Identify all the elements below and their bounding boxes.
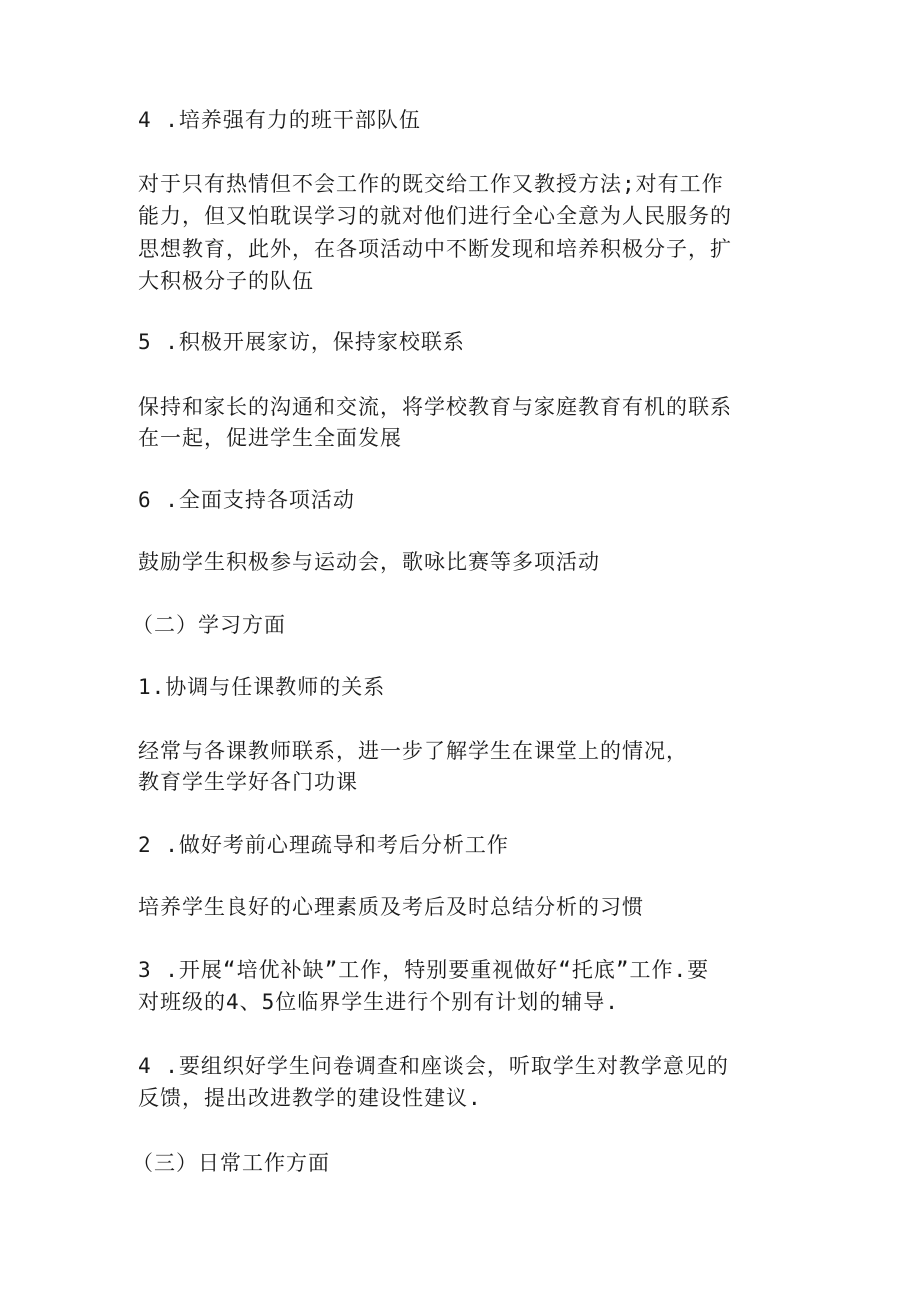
heading-2-exam-counseling: 2 .做好考前心理疏导和考后分析工作: [138, 833, 509, 857]
section-heading-daily-work: （三）日常工作方面: [132, 1151, 330, 1175]
heading-5-home-visits: 5 .积极开展家访，保持家校联系: [138, 330, 465, 354]
heading-1-coordinate-teachers: 1.协调与任课教师的关系: [138, 675, 386, 699]
paragraph-line: 能力，但又怕耽误学习的就对他们进行全心全意为人民服务的: [138, 204, 732, 228]
paragraph-line: 保持和家长的沟通和交流，将学校教育与家庭教育有机的联系: [138, 395, 732, 419]
paragraph-line: 大积极分子的队伍: [138, 269, 314, 293]
paragraph-line: 反馈，提出改进教学的建设性建议.: [138, 1086, 482, 1110]
paragraph-line: 对班级的4、5位临界学生进行个别有计划的辅导.: [138, 990, 619, 1014]
paragraph-line: 鼓励学生积极参与运动会，歌咏比赛等多项活动: [138, 550, 600, 574]
paragraph-line: 对于只有热情但不会工作的既交给工作又教授方法;对有工作: [138, 172, 724, 196]
heading-3-tutoring: 3 .开展“培优补缺”工作，特别要重视做好“托底”工作.要: [138, 958, 710, 982]
section-heading-learning: （二）学习方面: [132, 613, 286, 637]
heading-6-activities: 6 .全面支持各项活动: [138, 488, 355, 512]
paragraph-line: 思想教育，此外，在各项活动中不断发现和培养积极分子，扩: [138, 237, 732, 261]
paragraph-line: 教育学生学好各门功课: [138, 770, 358, 794]
paragraph-line: 培养学生良好的心理素质及考后及时总结分析的习惯: [138, 895, 644, 919]
heading-4-class-cadres: 4 .培养强有力的班干部队伍: [138, 108, 421, 132]
heading-4-survey: 4 .要组织好学生问卷调查和座谈会，听取学生对教学意见的: [138, 1054, 729, 1078]
paragraph-line: 经常与各课教师联系，进一步了解学生在课堂上的情况，: [138, 739, 688, 763]
paragraph-line: 在一起，促进学生全面发展: [138, 426, 402, 450]
